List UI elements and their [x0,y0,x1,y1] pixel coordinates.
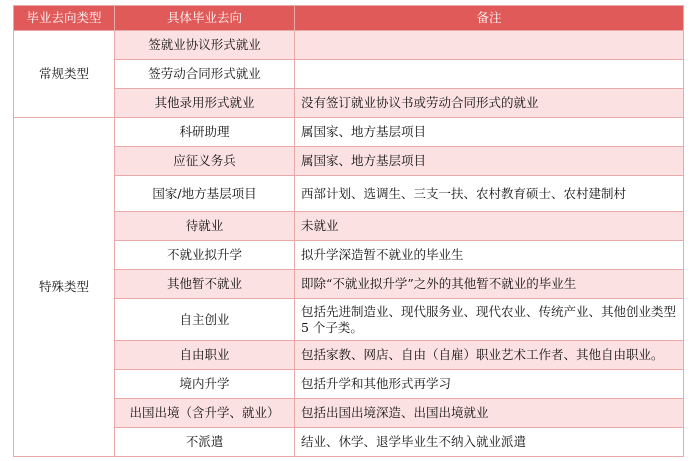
note-cell [295,31,684,60]
direction-cell: 签劳动合同形式就业 [115,60,295,89]
table-row [14,212,684,241]
table-row [14,428,684,457]
note-cell: 没有签订就业协议书或劳动合同形式的就业 [295,89,684,118]
table-row [14,60,684,89]
table-row [14,89,684,118]
category-cell: 特殊类型 [14,118,115,457]
header-remarks: 备注 [295,6,684,31]
table-row [14,176,684,212]
table-row [14,341,684,370]
direction-cell: 境内升学 [115,370,295,399]
note-cell [295,60,684,89]
table-row [14,147,684,176]
table-row [14,270,684,299]
direction-cell: 待就业 [115,212,295,241]
direction-cell: 科研助理 [115,118,295,147]
header-destination-type: 毕业去向类型 [14,6,115,31]
note-cell: 属国家、地方基层项目 [295,118,684,147]
note-cell: 属国家、地方基层项目 [295,147,684,176]
note-cell: 结业、休学、退学毕业生不纳入就业派遣 [295,428,684,457]
direction-cell: 自主创业 [115,299,295,341]
direction-cell: 出国出境（含升学、就业） [115,399,295,428]
table-header-row [14,6,684,31]
table-row [14,118,684,147]
category-cell: 常规类型 [14,31,115,118]
direction-cell: 其他暂不就业 [115,270,295,299]
direction-cell: 不派遣 [115,428,295,457]
direction-cell: 不就业拟升学 [115,241,295,270]
direction-cell: 自由职业 [115,341,295,370]
note-cell: 未就业 [295,212,684,241]
direction-cell: 应征义务兵 [115,147,295,176]
table-row [14,370,684,399]
note-cell: 包括出国出境深造、出国出境就业 [295,399,684,428]
note-cell: 包括先进制造业、现代服务业、现代农业、传统产业、其他创业类型 5 个子类。 [295,299,684,341]
note-cell: 包括升学和其他形式再学习 [295,370,684,399]
note-cell: 即除“不就业拟升学”之外的其他暂不就业的毕业生 [295,270,684,299]
employment-destination-table [13,5,684,457]
direction-cell: 其他录用形式就业 [115,89,295,118]
note-cell: 西部计划、选调生、三支一扶、农村教育硕士、农村建制村 [295,176,684,212]
table-row [14,299,684,341]
table-row [14,241,684,270]
direction-cell: 国家/地方基层项目 [115,176,295,212]
note-cell: 拟升学深造暂不就业的毕业生 [295,241,684,270]
note-cell: 包括家教、网店、自由（自雇）职业艺术工作者、其他自由职业。 [295,341,684,370]
table-row [14,31,684,60]
direction-cell: 签就业协议形式就业 [115,31,295,60]
header-specific-destination: 具体毕业去向 [115,6,295,31]
table-row [14,399,684,428]
